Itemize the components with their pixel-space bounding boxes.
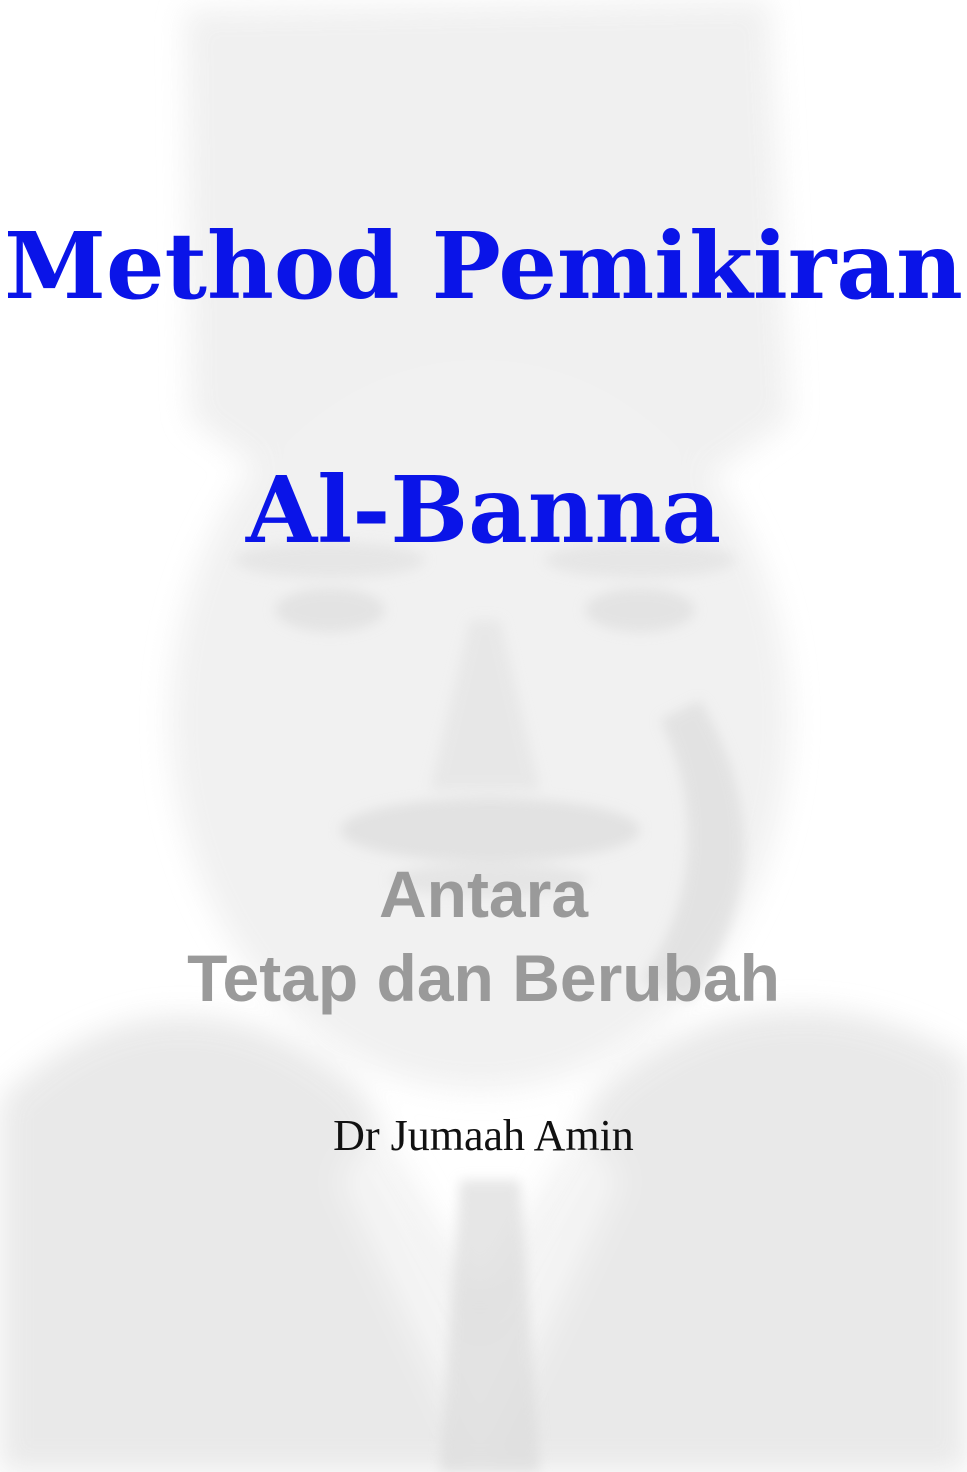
title-line-2: Al-Banna xyxy=(245,456,722,564)
left-eye-shape xyxy=(275,588,385,632)
subtitle-line-2: Tetap dan Berubah xyxy=(187,941,780,1015)
subtitle-line-1: Antara xyxy=(378,857,589,931)
right-eye-shape xyxy=(585,588,695,632)
author-name: Dr Jumaah Amin xyxy=(333,1111,634,1160)
mustache-shape xyxy=(340,798,640,862)
title-line-1: Method Pemikiran xyxy=(4,212,963,320)
